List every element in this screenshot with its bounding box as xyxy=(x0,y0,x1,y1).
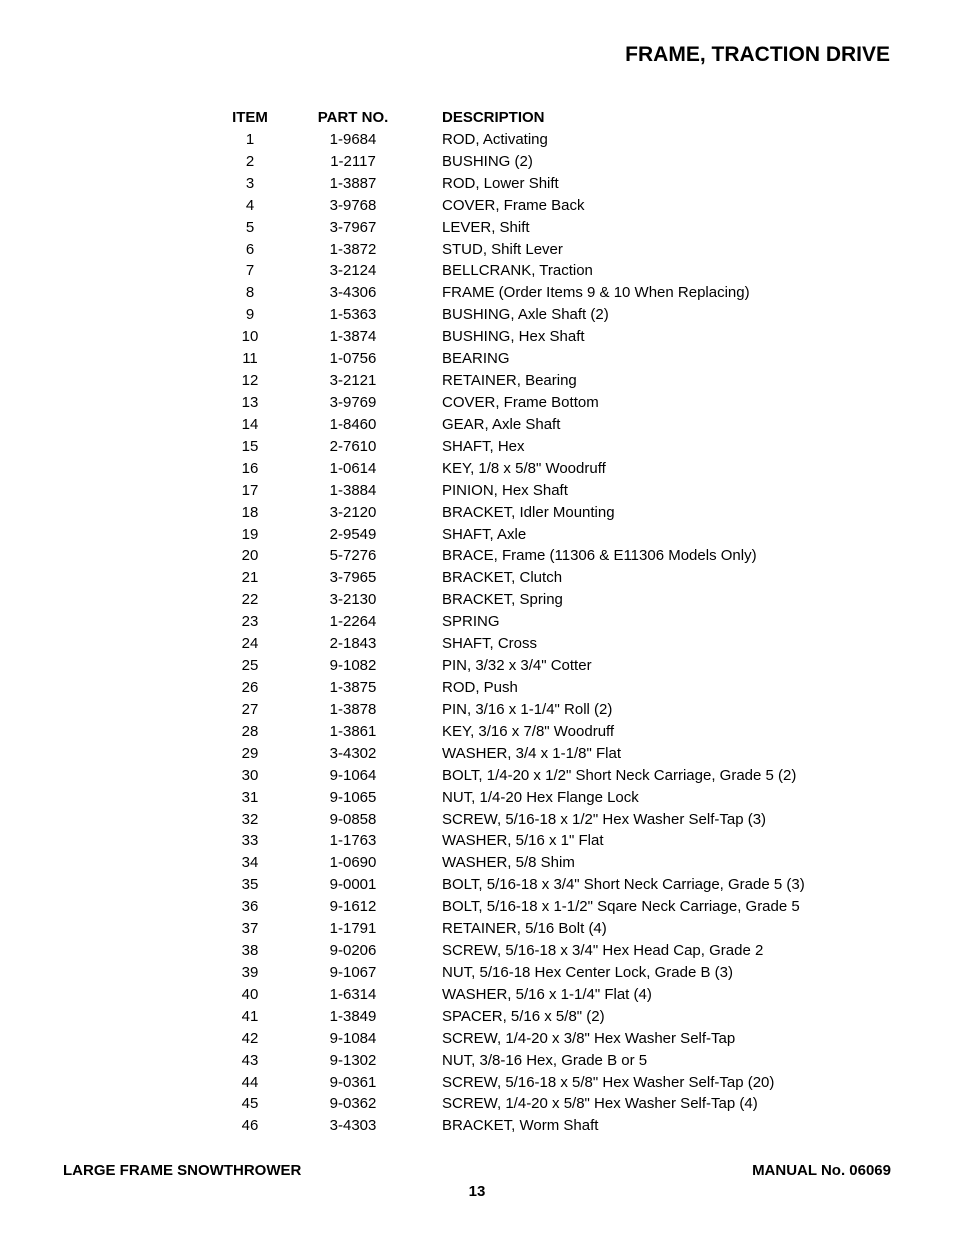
table-row xyxy=(0,940,954,962)
table-header xyxy=(0,107,954,129)
table-row xyxy=(0,567,954,589)
part-number: 9-0362 xyxy=(329,1095,377,1113)
table-row xyxy=(0,217,954,239)
part-number: 5-7276 xyxy=(329,547,377,565)
part-number: 9-0001 xyxy=(329,876,377,894)
part-number: 1-3872 xyxy=(329,240,377,258)
item-number: 31 xyxy=(241,788,259,806)
description-column-header: DESCRIPTION xyxy=(442,109,545,126)
part-number: 1-9684 xyxy=(329,130,377,148)
part-description: ROD, Activating xyxy=(442,130,548,148)
part-number: 1-0614 xyxy=(329,459,377,477)
table-row xyxy=(0,348,954,370)
table-row xyxy=(0,502,954,524)
table-row xyxy=(0,721,954,743)
part-description: COVER, Frame Back xyxy=(442,196,585,214)
item-number: 35 xyxy=(241,876,259,894)
part-number: 1-3861 xyxy=(329,722,377,740)
part-number: 1-3887 xyxy=(329,174,377,192)
item-number: 24 xyxy=(241,635,259,653)
part-description: STUD, Shift Lever xyxy=(442,240,563,258)
item-number: 41 xyxy=(241,1007,259,1025)
part-description: BUSHING, Hex Shaft xyxy=(442,328,585,346)
part-number: 1-1791 xyxy=(329,920,377,938)
table-row xyxy=(0,677,954,699)
item-number: 20 xyxy=(241,547,259,565)
part-description: SPRING xyxy=(442,613,500,631)
item-number: 28 xyxy=(241,722,259,740)
part-number: 2-9549 xyxy=(329,525,377,543)
table-row xyxy=(0,896,954,918)
table-row xyxy=(0,173,954,195)
part-description: KEY, 1/8 x 5/8" Woodruff xyxy=(442,459,606,477)
item-number: 18 xyxy=(241,503,259,521)
part-number: 9-1064 xyxy=(329,766,377,784)
table-row xyxy=(0,326,954,348)
part-number: 2-1843 xyxy=(329,635,377,653)
item-number: 30 xyxy=(241,766,259,784)
item-number: 11 xyxy=(242,350,258,368)
footer-product-name: LARGE FRAME SNOWTHROWER xyxy=(63,1162,302,1179)
item-number: 44 xyxy=(241,1073,259,1091)
part-number: 1-8460 xyxy=(329,415,377,433)
table-row xyxy=(0,129,954,151)
item-column-header: ITEM xyxy=(232,109,268,126)
table-row xyxy=(0,655,954,677)
table-row xyxy=(0,743,954,765)
item-number: 43 xyxy=(241,1051,259,1069)
table-row xyxy=(0,151,954,173)
item-number: 16 xyxy=(241,459,259,477)
table-row xyxy=(0,918,954,940)
part-number: 1-0690 xyxy=(329,854,377,872)
table-row xyxy=(0,874,954,896)
table-row xyxy=(0,1028,954,1050)
item-number: 6 xyxy=(245,240,255,258)
item-number: 1 xyxy=(245,130,255,148)
part-no-column-header: PART NO. xyxy=(317,109,389,126)
part-description: BRACE, Frame (11306 & E11306 Models Only) xyxy=(442,547,757,565)
part-description: SCREW, 1/4-20 x 5/8" Hex Washer Self-Tap (4) xyxy=(442,1095,758,1113)
part-description: SHAFT, Cross xyxy=(442,635,538,653)
part-description: WASHER, 5/16 x 1-1/4" Flat (4) xyxy=(442,985,652,1003)
part-number: 1-3884 xyxy=(329,481,377,499)
table-row xyxy=(0,962,954,984)
part-description: PIN, 3/32 x 3/4" Cotter xyxy=(442,657,592,675)
part-description: SCREW, 5/16-18 x 5/8" Hex Washer Self-Tap (20) xyxy=(442,1073,775,1091)
item-number: 23 xyxy=(241,613,259,631)
part-description: BUSHING (2) xyxy=(442,152,533,170)
part-number: 3-7965 xyxy=(329,569,377,587)
item-number: 26 xyxy=(241,678,259,696)
part-number: 2-7610 xyxy=(329,437,377,455)
part-description: ROD, Push xyxy=(442,678,518,696)
part-description: WASHER, 5/16 x 1" Flat xyxy=(442,832,604,850)
part-description: WASHER, 5/8 Shim xyxy=(442,854,575,872)
item-number: 13 xyxy=(241,393,259,411)
part-number: 9-0858 xyxy=(329,810,377,828)
part-description: SHAFT, Hex xyxy=(442,437,525,455)
table-row xyxy=(0,436,954,458)
part-description: BRACKET, Worm Shaft xyxy=(442,1117,599,1135)
part-number: 1-2117 xyxy=(330,152,376,170)
part-number: 9-0361 xyxy=(329,1073,377,1091)
part-number: 9-1084 xyxy=(329,1029,377,1047)
part-description: BELLCRANK, Traction xyxy=(442,262,593,280)
table-row xyxy=(0,239,954,261)
footer-manual-number: MANUAL No. 06069 xyxy=(752,1162,891,1179)
item-number: 17 xyxy=(241,481,259,499)
part-number: 9-1612 xyxy=(329,898,377,916)
table-row xyxy=(0,524,954,546)
part-description: NUT, 5/16-18 Hex Center Lock, Grade B (3) xyxy=(442,963,733,981)
table-row xyxy=(0,699,954,721)
part-number: 3-4306 xyxy=(329,284,377,302)
item-number: 12 xyxy=(241,372,259,390)
table-row xyxy=(0,984,954,1006)
item-number: 14 xyxy=(241,415,259,433)
part-number: 3-4302 xyxy=(329,744,377,762)
item-number: 2 xyxy=(245,152,255,170)
part-description: BRACKET, Spring xyxy=(442,591,563,609)
table-row xyxy=(0,830,954,852)
item-number: 7 xyxy=(245,262,255,280)
table-row xyxy=(0,260,954,282)
item-number: 25 xyxy=(241,657,259,675)
part-description: FRAME (Order Items 9 & 10 When Replacing) xyxy=(442,284,750,302)
item-number: 42 xyxy=(241,1029,259,1047)
item-number: 39 xyxy=(241,963,259,981)
item-number: 45 xyxy=(241,1095,259,1113)
part-number: 3-2120 xyxy=(329,503,377,521)
table-row xyxy=(0,1115,954,1137)
table-row xyxy=(0,458,954,480)
part-description: SCREW, 5/16-18 x 3/4" Hex Head Cap, Grade 2 xyxy=(442,942,764,960)
part-description: PIN, 3/16 x 1-1/4" Roll (2) xyxy=(442,700,613,718)
page-number: 13 xyxy=(468,1183,486,1200)
part-number: 9-1082 xyxy=(329,657,377,675)
page-title: FRAME, TRACTION DRIVE xyxy=(625,43,890,66)
part-number: 1-5363 xyxy=(329,306,377,324)
part-description: NUT, 1/4-20 Hex Flange Lock xyxy=(442,788,639,806)
part-number: 9-1302 xyxy=(329,1051,377,1069)
part-number: 9-0206 xyxy=(329,942,377,960)
part-description: RETAINER, 5/16 Bolt (4) xyxy=(442,920,607,938)
part-number: 1-1763 xyxy=(329,832,377,850)
table-row xyxy=(0,392,954,414)
table-row xyxy=(0,852,954,874)
part-description: NUT, 3/8-16 Hex, Grade B or 5 xyxy=(442,1051,648,1069)
table-row xyxy=(0,480,954,502)
table-row xyxy=(0,1006,954,1028)
item-number: 8 xyxy=(245,284,255,302)
table-row xyxy=(0,809,954,831)
part-number: 3-9769 xyxy=(329,393,377,411)
part-description: GEAR, Axle Shaft xyxy=(442,415,561,433)
item-number: 21 xyxy=(241,569,259,587)
part-number: 1-2264 xyxy=(329,613,377,631)
item-number: 40 xyxy=(241,985,259,1003)
part-number: 9-1065 xyxy=(329,788,377,806)
part-number: 1-3875 xyxy=(329,678,377,696)
part-description: BRACKET, Idler Mounting xyxy=(442,503,615,521)
item-number: 46 xyxy=(241,1117,259,1135)
item-number: 22 xyxy=(241,591,259,609)
part-description: ROD, Lower Shift xyxy=(442,174,559,192)
table-row xyxy=(0,414,954,436)
part-number: 1-0756 xyxy=(329,350,377,368)
item-number: 29 xyxy=(241,744,259,762)
part-description: BOLT, 5/16-18 x 1-1/2" Sqare Neck Carriage, Grade 5 xyxy=(442,898,800,916)
item-number: 33 xyxy=(241,832,259,850)
table-row xyxy=(0,787,954,809)
part-description: KEY, 3/16 x 7/8" Woodruff xyxy=(442,722,615,740)
part-description: BOLT, 1/4-20 x 1/2" Short Neck Carriage, Grade 5 (2) xyxy=(442,766,797,784)
part-description: COVER, Frame Bottom xyxy=(442,393,599,411)
part-number: 3-2130 xyxy=(329,591,377,609)
part-number: 1-6314 xyxy=(329,985,377,1003)
part-description: PINION, Hex Shaft xyxy=(442,481,568,499)
part-description: WASHER, 3/4 x 1-1/8" Flat xyxy=(442,744,621,762)
part-description: BOLT, 5/16-18 x 3/4" Short Neck Carriage, Grade 5 (3) xyxy=(442,876,805,894)
table-row xyxy=(0,765,954,787)
part-number: 3-7967 xyxy=(329,218,377,236)
table-row xyxy=(0,1072,954,1094)
part-description: BEARING xyxy=(442,350,510,368)
item-number: 9 xyxy=(245,306,255,324)
part-description: RETAINER, Bearing xyxy=(442,372,577,390)
table-row xyxy=(0,282,954,304)
item-number: 34 xyxy=(241,854,259,872)
part-description: BUSHING, Axle Shaft (2) xyxy=(442,306,609,324)
part-number: 9-1067 xyxy=(329,963,377,981)
item-number: 5 xyxy=(245,218,255,236)
item-number: 10 xyxy=(241,328,259,346)
part-number: 3-9768 xyxy=(329,196,377,214)
table-row xyxy=(0,611,954,633)
item-number: 4 xyxy=(245,196,255,214)
table-row xyxy=(0,633,954,655)
part-description: BRACKET, Clutch xyxy=(442,569,563,587)
item-number: 19 xyxy=(241,525,259,543)
part-number: 3-2121 xyxy=(329,372,377,390)
parts-table xyxy=(0,107,954,1137)
part-description: LEVER, Shift xyxy=(442,218,530,236)
part-number: 1-3849 xyxy=(329,1007,377,1025)
table-row xyxy=(0,1050,954,1072)
part-number: 3-4303 xyxy=(329,1117,377,1135)
table-row xyxy=(0,545,954,567)
item-number: 27 xyxy=(241,700,259,718)
part-number: 3-2124 xyxy=(329,262,377,280)
item-number: 15 xyxy=(241,437,259,455)
part-description: SHAFT, Axle xyxy=(442,525,527,543)
table-row xyxy=(0,1093,954,1115)
table-row xyxy=(0,304,954,326)
item-number: 37 xyxy=(241,920,259,938)
table-row xyxy=(0,370,954,392)
part-number: 1-3874 xyxy=(329,328,377,346)
item-number: 36 xyxy=(241,898,259,916)
table-body xyxy=(0,129,954,1137)
part-number: 1-3878 xyxy=(329,700,377,718)
item-number: 32 xyxy=(241,810,259,828)
item-number: 3 xyxy=(245,174,255,192)
table-row xyxy=(0,195,954,217)
part-description: SPACER, 5/16 x 5/8" (2) xyxy=(442,1007,605,1025)
table-row xyxy=(0,589,954,611)
part-description: SCREW, 1/4-20 x 3/8" Hex Washer Self-Tap xyxy=(442,1029,736,1047)
item-number: 38 xyxy=(241,942,259,960)
part-description: SCREW, 5/16-18 x 1/2" Hex Washer Self-Tap (3) xyxy=(442,810,767,828)
